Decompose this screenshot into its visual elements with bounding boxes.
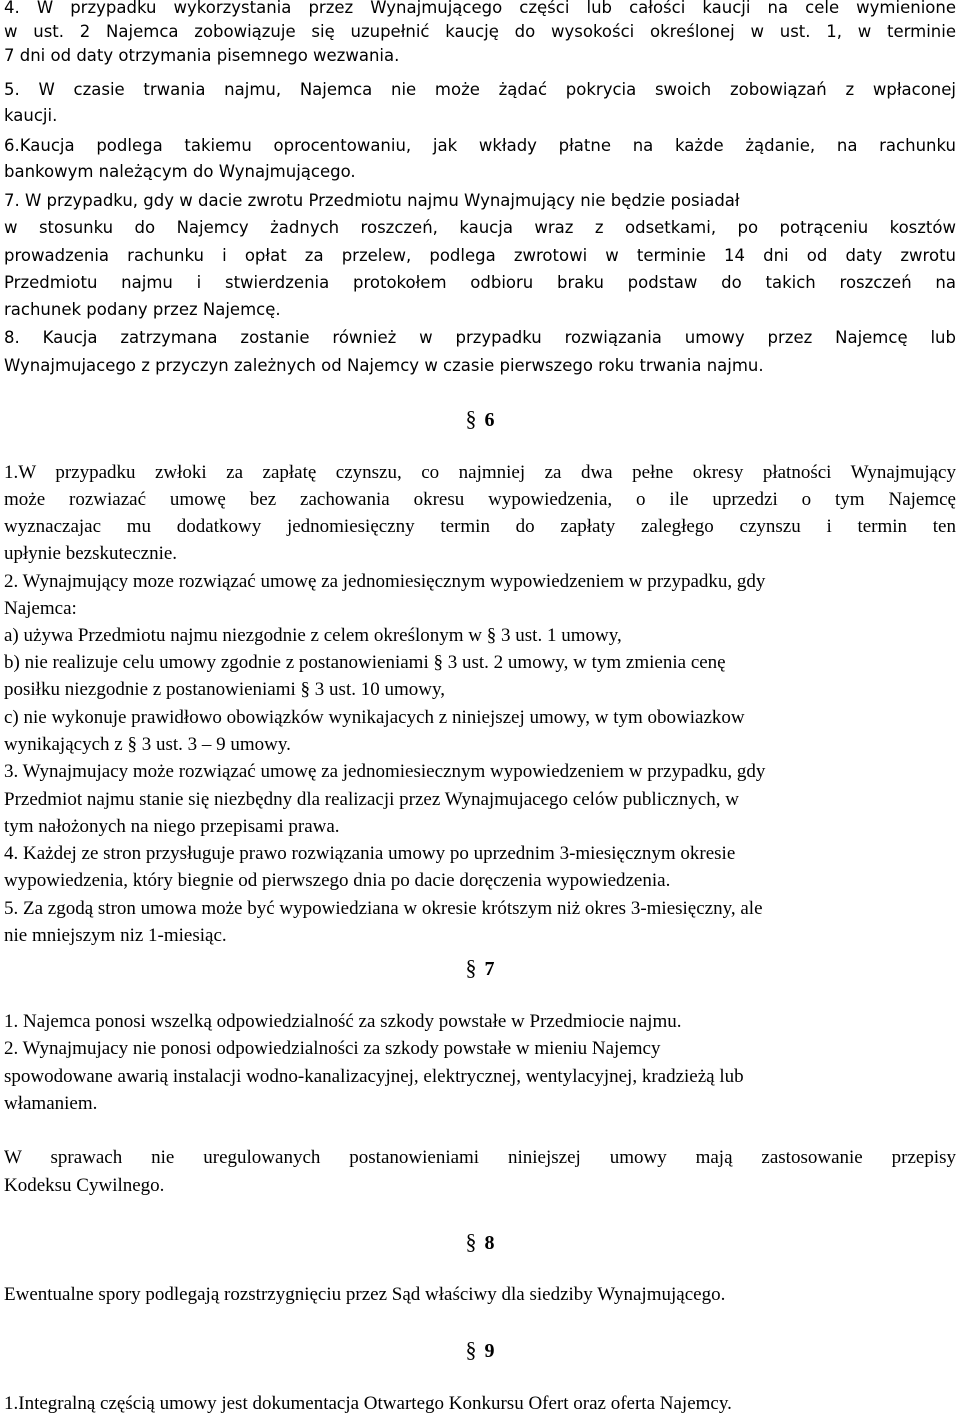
paragraph-5-8-line-1: 8. Kaucja zatrzymana zostanie również w przypadku rozwiązania umowy przez Najemcę lub [4,328,956,347]
paragraph-6-2c-line-2: wynikających z § 3 ust. 3 – 9 umowy. [4,734,291,755]
paragraph-6-2c-line-1: c) nie wykonuje prawidłowo obowiązków wynikajacych z niniejszej umowy, w tym obowiazkow [4,707,745,728]
section-number: 7 [484,958,495,980]
paragraph-7-2-line-3: włamaniem. [4,1093,98,1114]
paragraph-7-2-line-1: 2. Wynajmujacy nie ponosi odpowiedzialności za szkody powstałe w mieniu Najemcy [4,1038,661,1059]
paragraph-5-7-line-3: prowadzenia rachunku i opłat za przelew, podlega zwrotowi w terminie 14 dni od daty zwrotu [4,246,956,265]
paragraph-5-4-line-2: w ust. 2 Najemca zobowiązuje się uzupełnić kaucję do wysokości określonej w ust. 1, w terminie [4,22,956,41]
paragraph-8-1: Ewentualne spory podlegają rozstrzygnięciu przez Sąd właściwy dla siedziby Wynajmującego. [4,1284,726,1305]
paragraph-6-1-line-2: może rozwiazać umowę bez zachowania okresu wypowiedzenia, o ile uprzedzi o tym Najemcę [4,489,956,510]
section-number: 6 [484,409,495,431]
section-mark: § [465,1337,477,1362]
paragraph-6-2b-line-2: posiłku niezgodnie z postanowieniami § 3 ust. 10 umowy, [4,679,445,700]
section-number: 8 [484,1232,495,1254]
section-8-heading [0,1229,960,1256]
paragraph-5-8-line-2: Wynajmujacego z przyczyn zależnych od Najemcy w czasie pierwszego roku trwania najmu. [4,356,764,375]
section-7-heading [0,955,960,982]
paragraph-5-6-line-2: bankowym należącym do Wynajmującego. [4,162,356,181]
paragraph-6-4-line-2: wypowiedzenia, który biegnie od pierwszego dnia po dacie doręczenia wypowiedzenia. [4,870,671,891]
paragraph-6-2a: a) używa Przedmiotu najmu niezgodnie z celem określonym w § 3 ust. 1 umowy, [4,625,622,646]
section-mark: § [465,1229,477,1254]
paragraph-7-1: 1. Najemca ponosi wszelką odpowiedzialność za szkody powstałe w Przedmiocie najmu. [4,1011,682,1032]
paragraph-6-5-line-2: nie mniejszym niz 1-miesiąc. [4,925,227,946]
paragraph-6-2-line-2: Najemca: [4,598,77,619]
paragraph-6-1-line-4: upłynie bezskutecznie. [4,543,178,564]
paragraph-6-4-line-1: 4. Każdej ze stron przysługuje prawo rozwiązania umowy po uprzednim 3-miesięcznym okresie [4,843,736,864]
paragraph-5-4-line-1: 4. W przypadku wykorzystania przez Wynajmującego części lub całości kaucji na cele wymienione [4,0,956,17]
paragraph-5-5-line-2: kaucji. [4,106,58,125]
paragraph-7-2-line-2: spowodowane awarią instalacji wodno-kanalizacyjnej, elektrycznej, wentylacyjnej, kradzieżą lub [4,1066,744,1087]
paragraph-6-2-line-1: 2. Wynajmujący moze rozwiązać umowę za jednomiesięcznym wypowiedzeniem w przypadku, gdy [4,571,766,592]
paragraph-5-5-line-1: 5. W czasie trwania najmu, Najemca nie może żądać pokrycia swoich zobowiązań z wpłaconej [4,80,956,99]
paragraph-6-2b-line-1: b) nie realizuje celu umowy zgodnie z postanowieniami § 3 ust. 2 umowy, w tym zmienia cenę [4,652,726,673]
section-6-heading [0,406,960,433]
paragraph-7-3-line-1: W sprawach nie uregulowanych postanowieniami niniejszej umowy mają zastosowanie przepisy [4,1147,956,1168]
paragraph-6-3-line-1: 3. Wynajmujacy może rozwiązać umowę za jednomiesiecznym wypowiedzeniem w przypadku, gdy [4,761,766,782]
paragraph-5-4-line-3: 7 dni od daty otrzymania pisemnego wezwania. [4,46,400,65]
paragraph-6-1-line-1: 1.W przypadku zwłoki za zapłatę czynszu, co najmniej za dwa pełne okresy płatności Wynajmujący [4,462,956,483]
paragraph-6-1-line-3: wyznaczajac mu dodatkowy jednomiesięczny termin do zapłaty zaległego czynszu i termin ten [4,516,956,537]
paragraph-6-5-line-1: 5. Za zgodą stron umowa może być wypowiedziana w okresie krótszym niż okres 3-miesięczny, ale [4,898,763,919]
paragraph-6-3-line-2: Przedmiot najmu stanie się niezbędny dla realizacji przez Wynajmujacego celów publicznych, w [4,789,739,810]
paragraph-6-3-line-3: tym nałożonych na niego przepisami prawa. [4,816,340,837]
paragraph-5-7-line-2: w stosunku do Najemcy żadnych roszczeń, kaucja wraz z odsetkami, po potrąceniu kosztów [4,218,956,237]
section-number: 9 [484,1340,495,1362]
paragraph-9-1: 1.Integralną częścią umowy jest dokumentacja Otwartego Konkursu Ofert oraz oferta Najemcy. [4,1393,732,1414]
paragraph-7-3-line-2: Kodeksu Cywilnego. [4,1175,165,1196]
section-9-heading [0,1337,960,1364]
paragraph-5-7-line-5: rachunek podany przez Najemcę. [4,300,281,319]
section-mark: § [465,406,477,431]
paragraph-5-7-line-1: 7. W przypadku, gdy w dacie zwrotu Przedmiotu najmu Wynajmujący nie będzie posiadał [4,191,740,210]
paragraph-5-6-line-1: 6.Kaucja podlega takiemu oprocentowaniu, jak wkłady płatne na każde żądanie, na rachunku [4,136,956,155]
paragraph-5-7-line-4: Przedmiotu najmu i stwierdzenia protokołem odbioru braku podstaw do takich roszczeń na [4,273,956,292]
section-mark: § [465,955,477,980]
